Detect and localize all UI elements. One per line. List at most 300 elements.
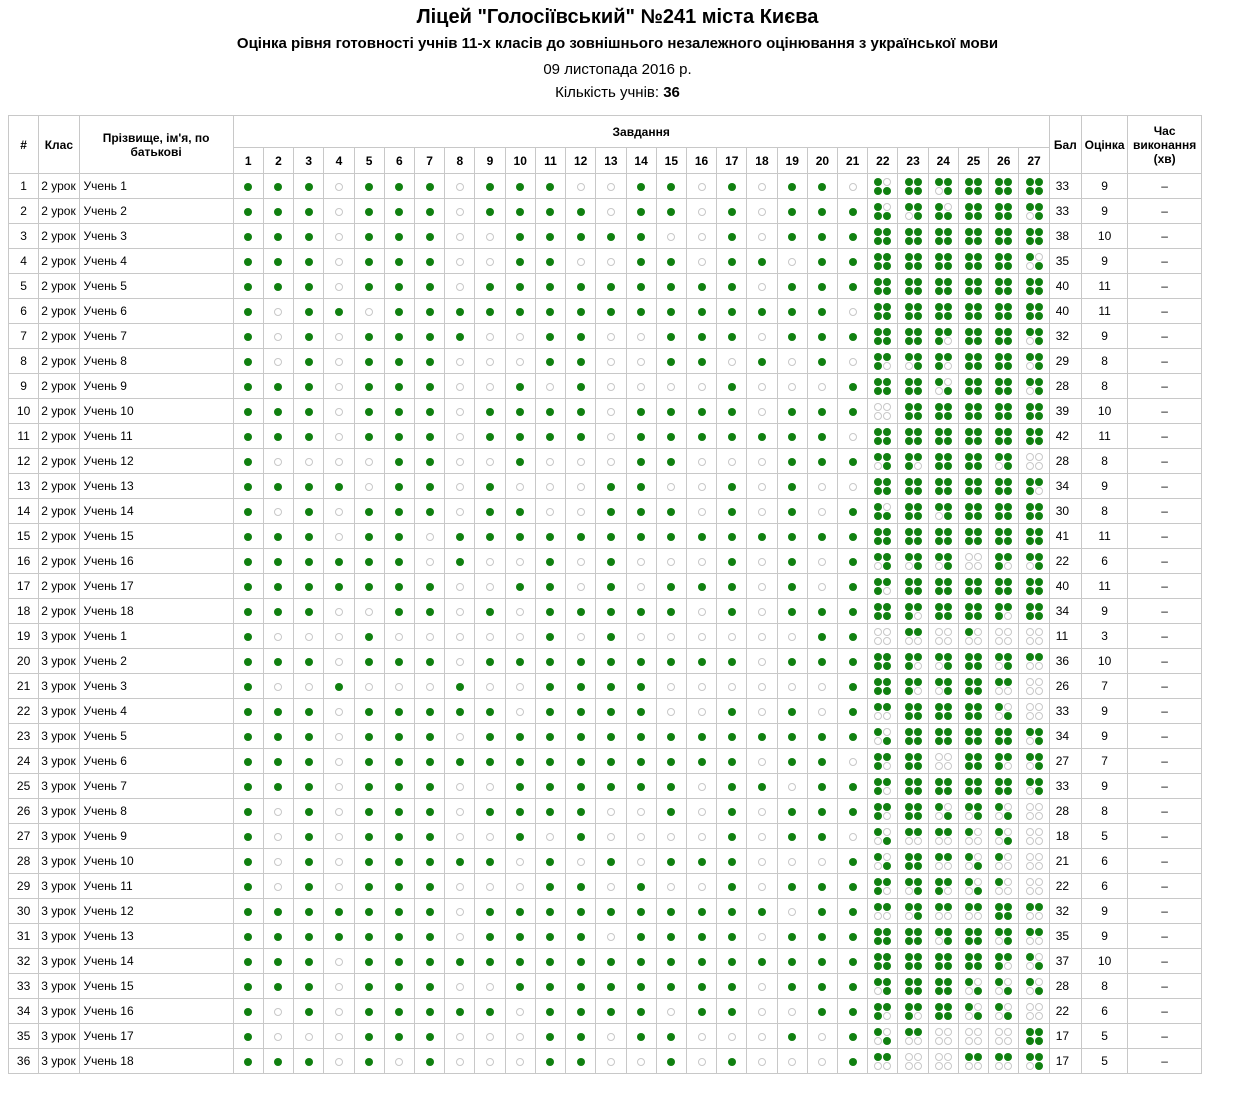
correct-part-dot-icon: [965, 978, 973, 986]
incorrect-part-dot-icon: [935, 512, 943, 520]
correct-answer-dot-icon: [849, 783, 857, 791]
incorrect-answer-dot-icon: [758, 208, 766, 216]
correct-part-dot-icon: [905, 237, 913, 245]
task-multi-answer-cell: [989, 174, 1019, 199]
incorrect-answer-dot-icon: [698, 833, 706, 841]
correct-answer-dot-icon: [577, 233, 585, 241]
task-answer-cell: [626, 949, 656, 974]
incorrect-answer-dot-icon: [818, 558, 826, 566]
table-row: [9, 874, 1202, 899]
task-answer-cell: [475, 549, 505, 574]
task-answer-cell: [686, 899, 716, 924]
task-number-header: 17: [717, 148, 747, 174]
task-answer-cell: [414, 599, 444, 624]
task-answer-cell: [626, 524, 656, 549]
correct-part-dot-icon: [1026, 1028, 1034, 1036]
correct-answer-dot-icon: [546, 858, 554, 866]
task-answer-cell: [626, 274, 656, 299]
task-number-header: 23: [898, 148, 928, 174]
correct-part-dot-icon: [883, 328, 891, 336]
task-answer-cell: [324, 324, 354, 349]
incorrect-answer-dot-icon: [365, 483, 373, 491]
student-time: –: [1128, 224, 1202, 249]
incorrect-part-dot-icon: [974, 978, 982, 986]
task-answer-cell: [354, 299, 384, 324]
matching-answer-icon: [995, 253, 1012, 270]
incorrect-answer-dot-icon: [849, 308, 857, 316]
student-class: 2 урок: [39, 399, 79, 424]
task-answer-cell: [475, 524, 505, 549]
correct-part-dot-icon: [874, 778, 882, 786]
student-class: 2 урок: [39, 299, 79, 324]
student-name: Учень 13: [79, 924, 233, 949]
correct-answer-dot-icon: [395, 508, 403, 516]
incorrect-part-dot-icon: [874, 1062, 882, 1070]
incorrect-answer-dot-icon: [758, 458, 766, 466]
task-answer-cell: [596, 274, 626, 299]
task-answer-cell: [656, 749, 686, 774]
task-answer-cell: [626, 924, 656, 949]
matching-answer-icon: [965, 428, 982, 445]
correct-part-dot-icon: [1026, 928, 1034, 936]
task-answer-cell: [475, 749, 505, 774]
correct-part-dot-icon: [995, 403, 1003, 411]
correct-answer-dot-icon: [305, 208, 313, 216]
correct-part-dot-icon: [905, 453, 913, 461]
correct-answer-dot-icon: [849, 1058, 857, 1066]
correct-part-dot-icon: [974, 953, 982, 961]
incorrect-answer-dot-icon: [698, 783, 706, 791]
correct-part-dot-icon: [1004, 212, 1012, 220]
task-answer-cell: [838, 324, 868, 349]
incorrect-part-dot-icon: [935, 837, 943, 845]
incorrect-part-dot-icon: [935, 628, 943, 636]
incorrect-part-dot-icon: [883, 178, 891, 186]
task-answer-cell: [807, 399, 837, 424]
task-answer-cell: [566, 724, 596, 749]
correct-answer-dot-icon: [607, 283, 615, 291]
matching-answer-icon: [965, 1028, 982, 1045]
incorrect-answer-dot-icon: [728, 633, 736, 641]
student-grade: 6: [1081, 549, 1127, 574]
incorrect-answer-dot-icon: [849, 433, 857, 441]
task-answer-cell: [807, 824, 837, 849]
incorrect-answer-dot-icon: [698, 1058, 706, 1066]
correct-part-dot-icon: [874, 1053, 882, 1061]
task-answer-cell: [656, 224, 686, 249]
correct-answer-dot-icon: [274, 783, 282, 791]
task-multi-answer-cell: [898, 1049, 928, 1074]
student-class: 3 урок: [39, 624, 79, 649]
incorrect-part-dot-icon: [914, 612, 922, 620]
incorrect-part-dot-icon: [883, 728, 891, 736]
correct-part-dot-icon: [1035, 362, 1043, 370]
matching-answer-icon: [1026, 928, 1043, 945]
row-number: 3: [9, 224, 39, 249]
task-answer-cell: [324, 349, 354, 374]
correct-answer-dot-icon: [728, 883, 736, 891]
correct-answer-dot-icon: [788, 433, 796, 441]
correct-part-dot-icon: [1035, 237, 1043, 245]
correct-answer-dot-icon: [274, 583, 282, 591]
correct-answer-dot-icon: [607, 858, 615, 866]
task-answer-cell: [354, 424, 384, 449]
correct-part-dot-icon: [995, 353, 1003, 361]
correct-part-dot-icon: [914, 862, 922, 870]
task-answer-cell: [777, 299, 807, 324]
student-grade: 10: [1081, 224, 1127, 249]
matching-answer-icon: [935, 228, 952, 245]
task-answer-cell: [626, 1024, 656, 1049]
task-answer-cell: [384, 899, 414, 924]
correct-part-dot-icon: [944, 253, 952, 261]
task-multi-answer-cell: [928, 224, 958, 249]
task-answer-cell: [777, 424, 807, 449]
correct-answer-dot-icon: [244, 483, 252, 491]
incorrect-part-dot-icon: [965, 837, 973, 845]
correct-part-dot-icon: [905, 328, 913, 336]
task-answer-cell: [505, 974, 535, 999]
task-answer-cell: [596, 874, 626, 899]
task-answer-cell: [535, 199, 565, 224]
task-answer-cell: [747, 399, 777, 424]
incorrect-answer-dot-icon: [274, 1008, 282, 1016]
task-answer-cell: [414, 799, 444, 824]
correct-answer-dot-icon: [274, 383, 282, 391]
table-row: [9, 299, 1202, 324]
student-score: 28: [1049, 799, 1081, 824]
task-answer-cell: [505, 999, 535, 1024]
incorrect-answer-dot-icon: [607, 358, 615, 366]
correct-answer-dot-icon: [456, 958, 464, 966]
student-time: –: [1128, 674, 1202, 699]
task-answer-cell: [414, 449, 444, 474]
correct-part-dot-icon: [974, 653, 982, 661]
task-answer-cell: [747, 199, 777, 224]
task-answer-cell: [505, 674, 535, 699]
matching-answer-icon: [1026, 328, 1043, 345]
student-score: 38: [1049, 224, 1081, 249]
correct-answer-dot-icon: [788, 333, 796, 341]
task-multi-answer-cell: [1019, 849, 1049, 874]
correct-part-dot-icon: [1004, 287, 1012, 295]
correct-part-dot-icon: [914, 762, 922, 770]
task-answer-cell: [354, 199, 384, 224]
row-number: 31: [9, 924, 39, 949]
task-answer-cell: [838, 774, 868, 799]
task-multi-answer-cell: [958, 999, 988, 1024]
correct-part-dot-icon: [883, 703, 891, 711]
correct-part-dot-icon: [1035, 478, 1043, 486]
correct-part-dot-icon: [1004, 328, 1012, 336]
task-answer-cell: [535, 249, 565, 274]
student-grade: 11: [1081, 574, 1127, 599]
incorrect-part-dot-icon: [944, 1028, 952, 1036]
correct-part-dot-icon: [974, 287, 982, 295]
correct-part-dot-icon: [914, 587, 922, 595]
matching-answer-icon: [874, 528, 891, 545]
matching-answer-icon: [935, 1028, 952, 1045]
task-answer-cell: [686, 674, 716, 699]
row-number: 9: [9, 374, 39, 399]
task-answer-cell: [475, 849, 505, 874]
task-answer-cell: [263, 474, 293, 499]
correct-part-dot-icon: [1004, 437, 1012, 445]
correct-part-dot-icon: [1035, 737, 1043, 745]
matching-answer-icon: [965, 578, 982, 595]
correct-part-dot-icon: [965, 437, 973, 445]
matching-answer-icon: [1026, 1003, 1043, 1020]
task-answer-cell: [777, 199, 807, 224]
task-answer-cell: [384, 224, 414, 249]
correct-part-dot-icon: [965, 678, 973, 686]
student-name: Учень 15: [79, 524, 233, 549]
task-answer-cell: [535, 1024, 565, 1049]
correct-part-dot-icon: [944, 778, 952, 786]
student-time: –: [1128, 474, 1202, 499]
correct-part-dot-icon: [1035, 328, 1043, 336]
correct-answer-dot-icon: [395, 483, 403, 491]
task-answer-cell: [324, 249, 354, 274]
task-answer-cell: [414, 974, 444, 999]
student-name: Учень 4: [79, 249, 233, 274]
correct-answer-dot-icon: [788, 308, 796, 316]
task-answer-cell: [686, 649, 716, 674]
task-answer-cell: [263, 1049, 293, 1074]
correct-answer-dot-icon: [516, 983, 524, 991]
correct-answer-dot-icon: [818, 983, 826, 991]
incorrect-answer-dot-icon: [335, 533, 343, 541]
task-answer-cell: [807, 374, 837, 399]
correct-part-dot-icon: [935, 653, 943, 661]
student-grade: 7: [1081, 749, 1127, 774]
correct-part-dot-icon: [974, 237, 982, 245]
correct-answer-dot-icon: [516, 383, 524, 391]
matching-answer-icon: [874, 728, 891, 745]
incorrect-part-dot-icon: [974, 1028, 982, 1036]
task-answer-cell: [263, 999, 293, 1024]
correct-part-dot-icon: [944, 662, 952, 670]
matching-answer-icon: [935, 803, 952, 820]
correct-answer-dot-icon: [546, 308, 554, 316]
correct-part-dot-icon: [965, 353, 973, 361]
task-answer-cell: [263, 824, 293, 849]
incorrect-part-dot-icon: [1026, 662, 1034, 670]
incorrect-answer-dot-icon: [335, 508, 343, 516]
table-row: [9, 174, 1202, 199]
correct-part-dot-icon: [974, 337, 982, 345]
correct-part-dot-icon: [1026, 428, 1034, 436]
task-answer-cell: [566, 549, 596, 574]
incorrect-part-dot-icon: [1004, 878, 1012, 886]
task-answer-cell: [535, 474, 565, 499]
task-answer-cell: [838, 299, 868, 324]
incorrect-answer-dot-icon: [516, 483, 524, 491]
task-multi-answer-cell: [958, 974, 988, 999]
task-answer-cell: [475, 924, 505, 949]
task-answer-cell: [233, 274, 263, 299]
task-answer-cell: [354, 899, 384, 924]
task-multi-answer-cell: [989, 474, 1019, 499]
incorrect-part-dot-icon: [1004, 962, 1012, 970]
incorrect-part-dot-icon: [995, 712, 1003, 720]
task-answer-cell: [626, 874, 656, 899]
row-number: 14: [9, 499, 39, 524]
correct-answer-dot-icon: [728, 333, 736, 341]
task-answer-cell: [626, 474, 656, 499]
correct-part-dot-icon: [974, 303, 982, 311]
correct-answer-dot-icon: [244, 1033, 252, 1041]
correct-part-dot-icon: [995, 903, 1003, 911]
incorrect-answer-dot-icon: [607, 833, 615, 841]
task-multi-answer-cell: [928, 724, 958, 749]
task-answer-cell: [324, 824, 354, 849]
student-grade: 7: [1081, 674, 1127, 699]
correct-answer-dot-icon: [335, 933, 343, 941]
incorrect-answer-dot-icon: [607, 1033, 615, 1041]
incorrect-part-dot-icon: [874, 628, 882, 636]
correct-answer-dot-icon: [365, 983, 373, 991]
correct-answer-dot-icon: [335, 483, 343, 491]
correct-part-dot-icon: [874, 603, 882, 611]
correct-answer-dot-icon: [849, 708, 857, 716]
task-answer-cell: [384, 349, 414, 374]
correct-part-dot-icon: [965, 962, 973, 970]
matching-answer-icon: [965, 903, 982, 920]
correct-part-dot-icon: [1026, 1037, 1034, 1045]
correct-part-dot-icon: [1004, 237, 1012, 245]
matching-answer-icon: [874, 778, 891, 795]
correct-part-dot-icon: [995, 437, 1003, 445]
incorrect-answer-dot-icon: [788, 1008, 796, 1016]
task-answer-cell: [686, 924, 716, 949]
correct-answer-dot-icon: [456, 1008, 464, 1016]
correct-answer-dot-icon: [516, 583, 524, 591]
correct-answer-dot-icon: [244, 383, 252, 391]
task-multi-answer-cell: [868, 849, 898, 874]
correct-answer-dot-icon: [426, 608, 434, 616]
task-answer-cell: [233, 374, 263, 399]
task-multi-answer-cell: [989, 974, 1019, 999]
task-answer-cell: [596, 749, 626, 774]
correct-part-dot-icon: [874, 953, 882, 961]
correct-answer-dot-icon: [274, 658, 282, 666]
task-answer-cell: [354, 774, 384, 799]
correct-part-dot-icon: [935, 178, 943, 186]
correct-answer-dot-icon: [637, 458, 645, 466]
task-answer-cell: [777, 249, 807, 274]
correct-part-dot-icon: [883, 928, 891, 936]
incorrect-answer-dot-icon: [516, 708, 524, 716]
task-multi-answer-cell: [898, 449, 928, 474]
correct-part-dot-icon: [935, 453, 943, 461]
row-number: 19: [9, 624, 39, 649]
correct-part-dot-icon: [1026, 278, 1034, 286]
task-multi-answer-cell: [958, 199, 988, 224]
correct-part-dot-icon: [935, 203, 943, 211]
task-answer-cell: [354, 499, 384, 524]
correct-answer-dot-icon: [365, 933, 373, 941]
correct-answer-dot-icon: [607, 983, 615, 991]
correct-answer-dot-icon: [667, 458, 675, 466]
task-answer-cell: [384, 724, 414, 749]
correct-answer-dot-icon: [818, 308, 826, 316]
matching-answer-icon: [905, 253, 922, 270]
correct-part-dot-icon: [935, 678, 943, 686]
task-answer-cell: [294, 549, 324, 574]
task-answer-cell: [535, 974, 565, 999]
task-answer-cell: [717, 674, 747, 699]
task-answer-cell: [686, 999, 716, 1024]
correct-part-dot-icon: [995, 312, 1003, 320]
correct-answer-dot-icon: [788, 533, 796, 541]
task-answer-cell: [626, 824, 656, 849]
task-number-header: 6: [384, 148, 414, 174]
student-score: 26: [1049, 674, 1081, 699]
task-multi-answer-cell: [989, 199, 1019, 224]
student-time: –: [1128, 424, 1202, 449]
incorrect-part-dot-icon: [874, 912, 882, 920]
correct-answer-dot-icon: [728, 1008, 736, 1016]
correct-part-dot-icon: [944, 287, 952, 295]
task-answer-cell: [505, 724, 535, 749]
correct-answer-dot-icon: [667, 808, 675, 816]
correct-part-dot-icon: [905, 778, 913, 786]
task-answer-cell: [686, 949, 716, 974]
task-answer-cell: [535, 224, 565, 249]
incorrect-answer-dot-icon: [486, 1033, 494, 1041]
correct-answer-dot-icon: [305, 808, 313, 816]
incorrect-part-dot-icon: [1026, 262, 1034, 270]
task-multi-answer-cell: [1019, 549, 1049, 574]
incorrect-answer-dot-icon: [516, 1033, 524, 1041]
task-answer-cell: [354, 1024, 384, 1049]
task-multi-answer-cell: [1019, 474, 1049, 499]
correct-part-dot-icon: [974, 503, 982, 511]
correct-part-dot-icon: [1004, 312, 1012, 320]
correct-part-dot-icon: [914, 278, 922, 286]
matching-answer-icon: [995, 603, 1012, 620]
student-class: 2 урок: [39, 249, 79, 274]
incorrect-part-dot-icon: [1026, 987, 1034, 995]
correct-part-dot-icon: [944, 787, 952, 795]
correct-answer-dot-icon: [365, 433, 373, 441]
task-answer-cell: [354, 799, 384, 824]
task-answer-cell: [354, 674, 384, 699]
correct-answer-dot-icon: [788, 483, 796, 491]
correct-answer-dot-icon: [667, 1058, 675, 1066]
table-row: [9, 949, 1202, 974]
correct-part-dot-icon: [883, 903, 891, 911]
correct-part-dot-icon: [914, 878, 922, 886]
correct-part-dot-icon: [1035, 587, 1043, 595]
task-answer-cell: [324, 449, 354, 474]
task-answer-cell: [656, 474, 686, 499]
student-grade: 11: [1081, 424, 1127, 449]
correct-part-dot-icon: [935, 728, 943, 736]
matching-answer-icon: [935, 953, 952, 970]
task-multi-answer-cell: [989, 274, 1019, 299]
task-answer-cell: [414, 624, 444, 649]
matching-answer-icon: [874, 903, 891, 920]
student-name: Учень 7: [79, 774, 233, 799]
task-answer-cell: [414, 349, 444, 374]
task-multi-answer-cell: [989, 949, 1019, 974]
incorrect-part-dot-icon: [883, 637, 891, 645]
row-number: 30: [9, 899, 39, 924]
task-answer-cell: [656, 574, 686, 599]
matching-answer-icon: [1026, 1028, 1043, 1045]
